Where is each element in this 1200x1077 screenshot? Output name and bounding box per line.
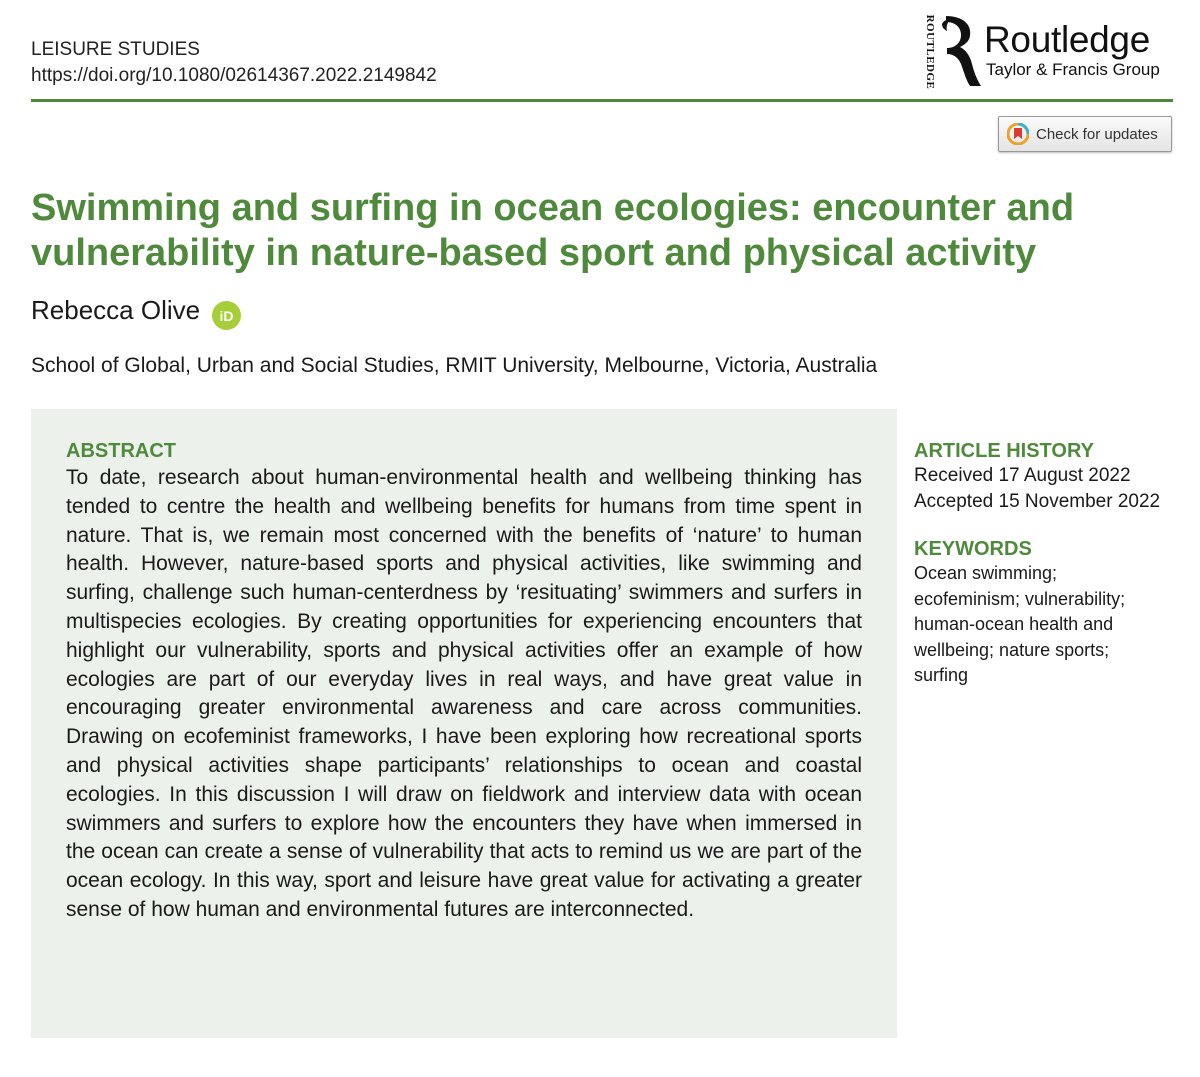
article-history-heading: ARTICLE HISTORY (914, 440, 1095, 462)
keywords (914, 537, 1184, 689)
doi-link[interactable]: https://doi.org/10.1080/02614367.2022.2149842 (31, 65, 437, 86)
orcid-icon[interactable]: iD (212, 301, 241, 330)
author-name[interactable]: Rebecca Olive (31, 295, 201, 325)
publisher-group: Taylor & Francis Group (986, 60, 1160, 79)
keywords-list: Ocean swimming; ecofeminism; vulnerability; human-ocean health and wellbeing; nature sports; surfing (914, 563, 1126, 685)
author-affiliation: School of Global, Urban and Social Studies, RMIT University, Melbourne, Victoria, Australia (31, 354, 878, 377)
check-for-updates-label: Check for updates (1036, 125, 1158, 143)
abstract-heading: ABSTRACT (66, 440, 176, 462)
routledge-head-icon (940, 14, 982, 88)
journal-name: LEISURE STUDIES (31, 39, 200, 60)
check-for-updates-button[interactable] (998, 116, 1172, 152)
abstract-text: To date, research about human-environmental health and wellbeing thinking has tended to centre the health and wellbeing benefits for humans from time spent in nature. That is, we remain most concerned with the benefits of ‘nature’ to human health. However, nature-based sports and physical activities, like swimming and surfing, challenge such human-centerdness by ‘resituating’ swimmers and surfers in multispecies ecologies. By creating opportunities for experiencing encounters that highlight our vulnerability, sports and physical activities offer an example of how ecologies are part of our everyday lives in real ways, and have great value in encouraging greater environmental awareness and care across communities. Drawing on ecofeminist frameworks, I have been exploring how recreational sports and physical activities shape participants’ relationships to ocean and coastal ecologies. In this discussion I will draw on fieldwork and interview data with ocean swimmers and surfers to explore how the encounters they have when immersed in the ocean can create a sense of vulnerability that acts to remind us we are part of the ocean ecology. In this way, sport and leisure have great value for activating a greater sense of how human and environmental futures are interconnected. (66, 466, 862, 921)
publisher-logo (920, 10, 1180, 90)
accepted-date: Accepted 15 November 2022 (914, 491, 1161, 512)
header-divider (31, 99, 1173, 102)
article-history (914, 439, 1184, 515)
article-title: Swimming and surfing in ocean ecologies: encounter and vulnerability in nature-based sport and physical activity (31, 187, 1075, 274)
received-date: Received 17 August 2022 (914, 465, 1131, 486)
publisher-vertical-text: ROUTLEDGE (924, 14, 936, 90)
publisher-name: Routledge (984, 19, 1150, 60)
keywords-heading: KEYWORDS (914, 538, 1032, 560)
crossmark-icon (1007, 123, 1029, 145)
